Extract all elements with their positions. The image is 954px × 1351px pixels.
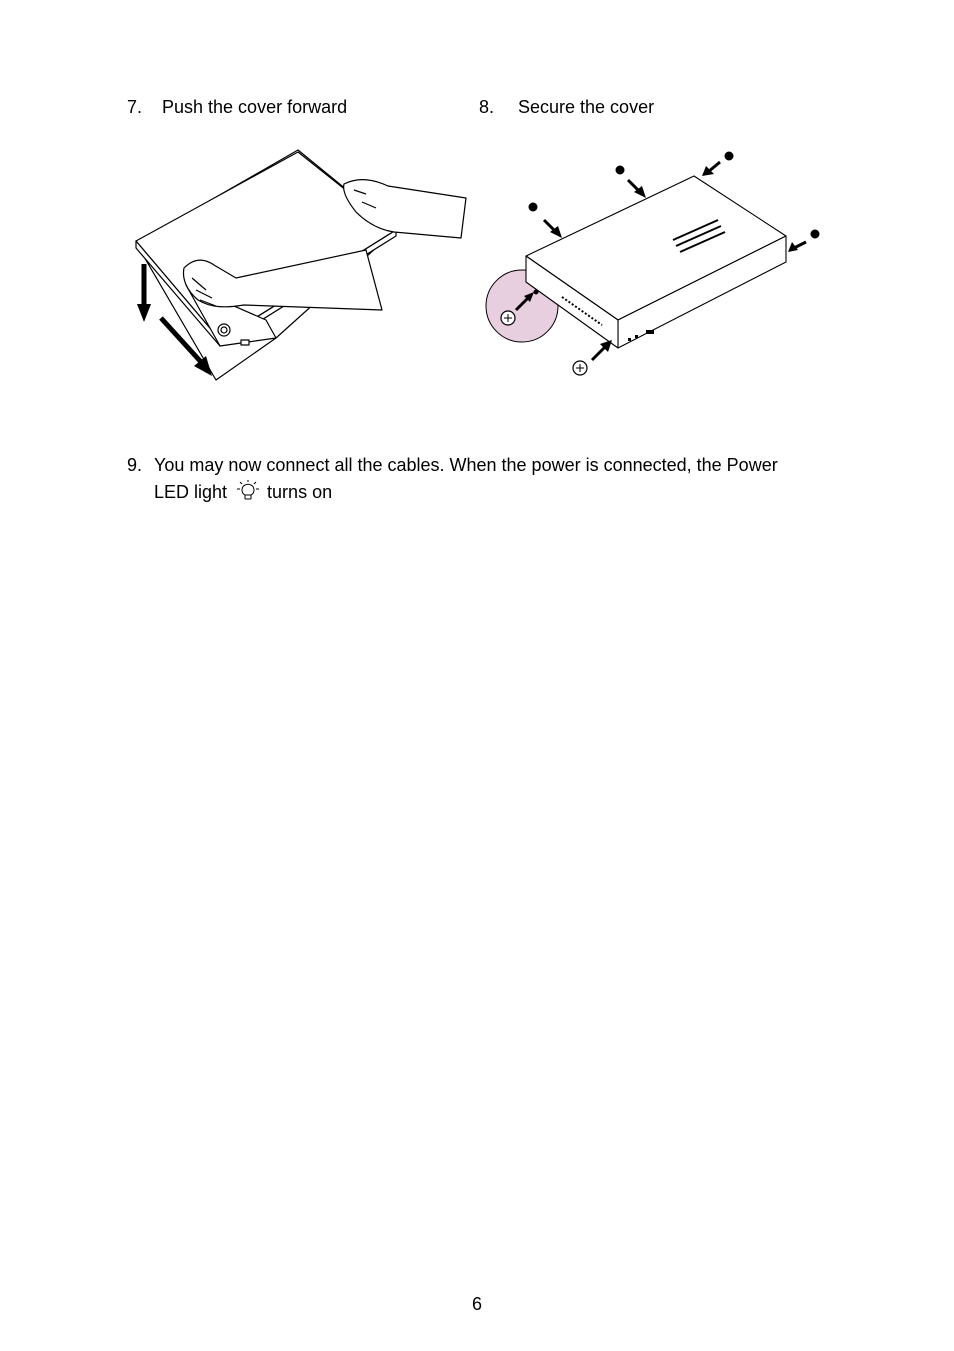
secure-cover-illustration	[478, 140, 838, 385]
step-9-text-after: turns on	[267, 482, 333, 502]
step-9-line-1: You may now connect all the cables. When the power is connected, the Power	[154, 455, 778, 475]
page-number: 6	[471, 1294, 482, 1314]
step-text: Push the cover forward	[162, 97, 348, 117]
step-number: 8.	[479, 97, 495, 117]
push-cover-illustration	[126, 140, 476, 385]
step-text: Secure the cover	[518, 97, 655, 117]
step-number: 7.	[127, 97, 143, 117]
step-8-label	[479, 96, 654, 118]
step-7-label	[127, 96, 347, 118]
step-9-text-before: LED light	[154, 482, 228, 502]
light-bulb-icon	[235, 480, 261, 502]
step-9-line-2	[154, 479, 332, 506]
step-number: 9.	[127, 455, 143, 475]
